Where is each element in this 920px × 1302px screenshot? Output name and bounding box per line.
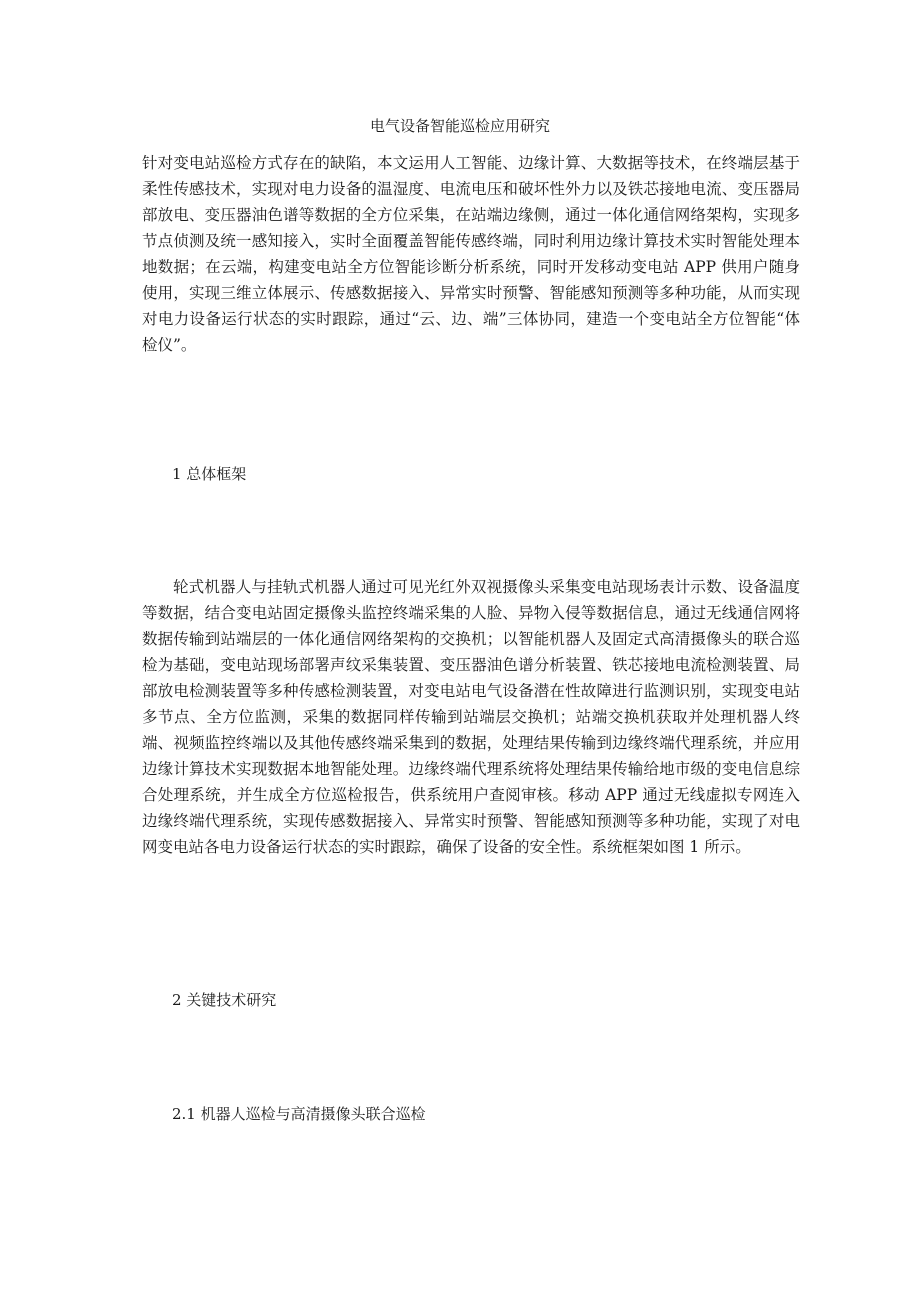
section-2-1-heading: 2.1 机器人巡检与高清摄像头联合巡检 (172, 1105, 426, 1123)
abstract-paragraph: 针对变电站巡检方式存在的缺陷，本文运用人工智能、边缘计算、大数据等技术，在终端层基于柔性传感技术，实现对电力设备的温湿度、电流电压和破坏性外力以及铁芯接地电流、变压器局部放电、变压器油色谱等数据的全方位采集，在站端边缘侧，通过一体化通信网络架构，实现多节点侦测及统一感知接入，实时全面覆盖智能传感终端，同时利用边缘计算技术实时智能处理本地数据；在云端，构建变电站全方位智能诊断分析系统，同时开发移动变电站 APP 供用户随身使用，实现三维立体展示、传感数据接入、异常实时预警、智能感知预测等多种功能，从而实现对电力设备运行状态的实时跟踪，通过“云、边、端”三体协同，建造一个变电站全方位智能“体检仪”。 (142, 154, 800, 354)
section-1-paragraph: 轮式机器人与挂轨式机器人通过可见光红外双视摄像头采集变电站现场表计示数、设备温度等数据，结合变电站固定摄像头监控终端采集的人脸、异物入侵等数据信息，通过无线通信网将数据传输到站端层的一体化通信网络架构的交换机；以智能机器人及固定式高清摄像头的联合巡检为基础，变电站现场部署声纹采集装置、变压器油色谱分析装置、铁芯接地电流检测装置、局部放电检测装置等多种传感检测装置，对变电站电气设备潜在性故障进行监测识别，实现变电站多节点、全方位监测，采集的数据同样传输到站端层交换机；站端交换机获取并处理机器人终端、视频监控终端以及其他传感终端采集到的数据，处理结果传输到边缘终端代理系统，并应用边缘计算技术实现数据本地智能处理。边缘终端代理系统将处理结果传输给地市级的变电信息综合处理系统，并生成全方位巡检报告，供系统用户查阅审核。移动 APP 通过无线虚拟专网连入边缘终端代理系统，实现传感数据接入、异常实时预警、智能感知预测等多种功能，实现了对电网变电站各电力设备运行状态的实时跟踪，确保了设备的安全性。系统框架如图 1 所示。 (142, 578, 800, 856)
section-1-heading: 1 总体框架 (172, 465, 247, 483)
document-title: 电气设备智能巡检应用研究 (369, 117, 550, 135)
section-2-heading: 2 关键技术研究 (172, 991, 277, 1009)
